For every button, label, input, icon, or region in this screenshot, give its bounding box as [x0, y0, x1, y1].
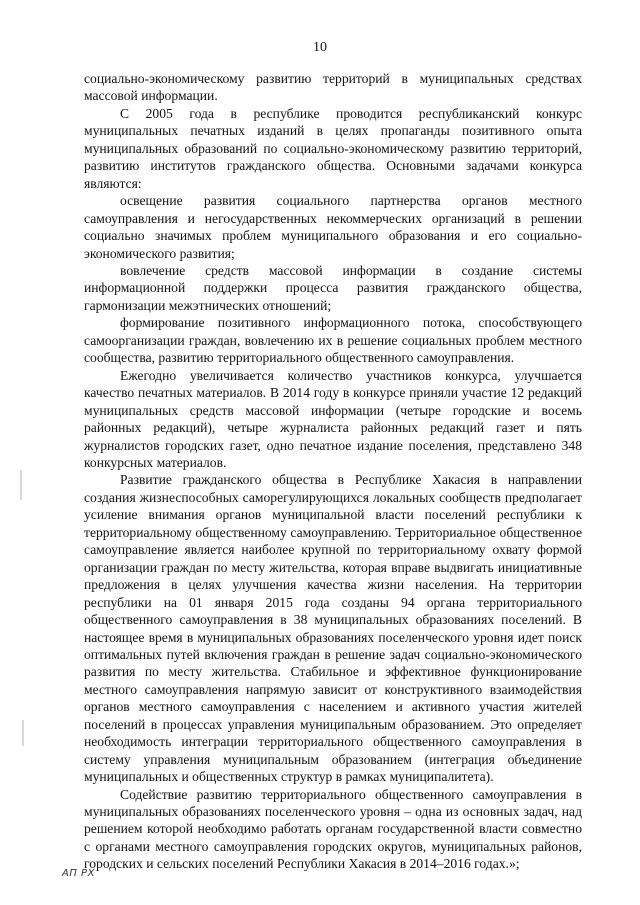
paragraph-participants: Ежегодно увеличивается количество участников конкурса, улучшается качество печатных материалов. В 2014 году в конкурсе приняли участие 12 редакций муниципальных средств массовой информации (четыре городские и восемь районных редакций), четыре журналиста районных редакций газет и пять журналистов городских газет, одно печатное издание поселения, представлено 348 конкурсных материалов.: [84, 367, 582, 470]
footer-stamp-mark: АП РХ: [62, 868, 95, 879]
paragraph-task-media: вовлечение средств массовой информации в создание системы информационной поддержки процесса развития гражданского общества, гармонизации межэтнических отношений;: [84, 262, 582, 313]
paragraph-task-partnership: освещение развития социального партнерства органов местного самоуправления и негосударственных некоммерческих организаций в решении социально значимых проблем муниципального образования и его социально-экономического развития;: [84, 193, 582, 261]
scan-edge-mark: [20, 470, 22, 500]
scan-edge-mark: [22, 720, 24, 746]
paragraph-task-information-flow: формирование позитивного информационного потока, способствующего самоорганизации граждан, вовлечению их в решение социальных проблем местного сообщества, развитию территориального общественного самоуправления.: [84, 315, 582, 366]
document-body: [84, 70, 582, 873]
paragraph-conclusion: Содействие развитию территориального общественного самоуправления в муниципальных образованиях поселенческого уровня – одна из основных задач, над решением которой необходимо работать органам государственной власти совместно с органами местного самоуправления городских округов, муниципальных районов, городских и сельских поселений Республики Хакасия в 2014–2016 годах.»;: [84, 786, 582, 872]
paragraph-self-government: Развитие гражданского общества в Республике Хакасия в направлении создания жизнеспособных саморегулирующихся локальных сообществ предполагает усиление внимания органов муниципальной власти поселений республики к территориальному общественному самоуправлению. Территориальное общественное самоуправление является наиболее крупной по территориальному охвату формой организации граждан по месту жительства, которая вправе выдвигать инициативные предложения в целях улучшения качества жизни населения. На территории республики на 01 января 2015 года созданы 94 органа территориального общественного самоуправления в 38 муниципальных образованиях поселений. В настоящее время в муниципальных образованиях поселенческого уровня идет поиск оптимальных путей включения граждан в решение задач социально-экономического развития по месту жительства. Стабильное и эффективное функционирование местного самоуправления напрямую зависит от конструктивного взаимодействия органов местного самоуправления с населением и активного участия жителей поселений в процессах управления муниципальным образованием. Это определяет необходимость интеграции территориального общественного самоуправления в систему управления муниципальным образованием (интеграция объединение муниципальных и общественных структур в рамках муниципалитета).: [84, 472, 582, 785]
paragraph-continuation: социально-экономическому развитию территорий в муниципальных средствах массовой информации.: [84, 71, 582, 104]
paragraph-competition-intro: С 2005 года в республике проводится республиканский конкурс муниципальных печатных изданий в целях пропаганды позитивного опыта муниципальных образований по социально-экономическому развитию территорий, развитию институтов гражданского общества. Основными задачами конкурса являются:: [84, 105, 582, 191]
page-number: 10: [313, 40, 327, 55]
